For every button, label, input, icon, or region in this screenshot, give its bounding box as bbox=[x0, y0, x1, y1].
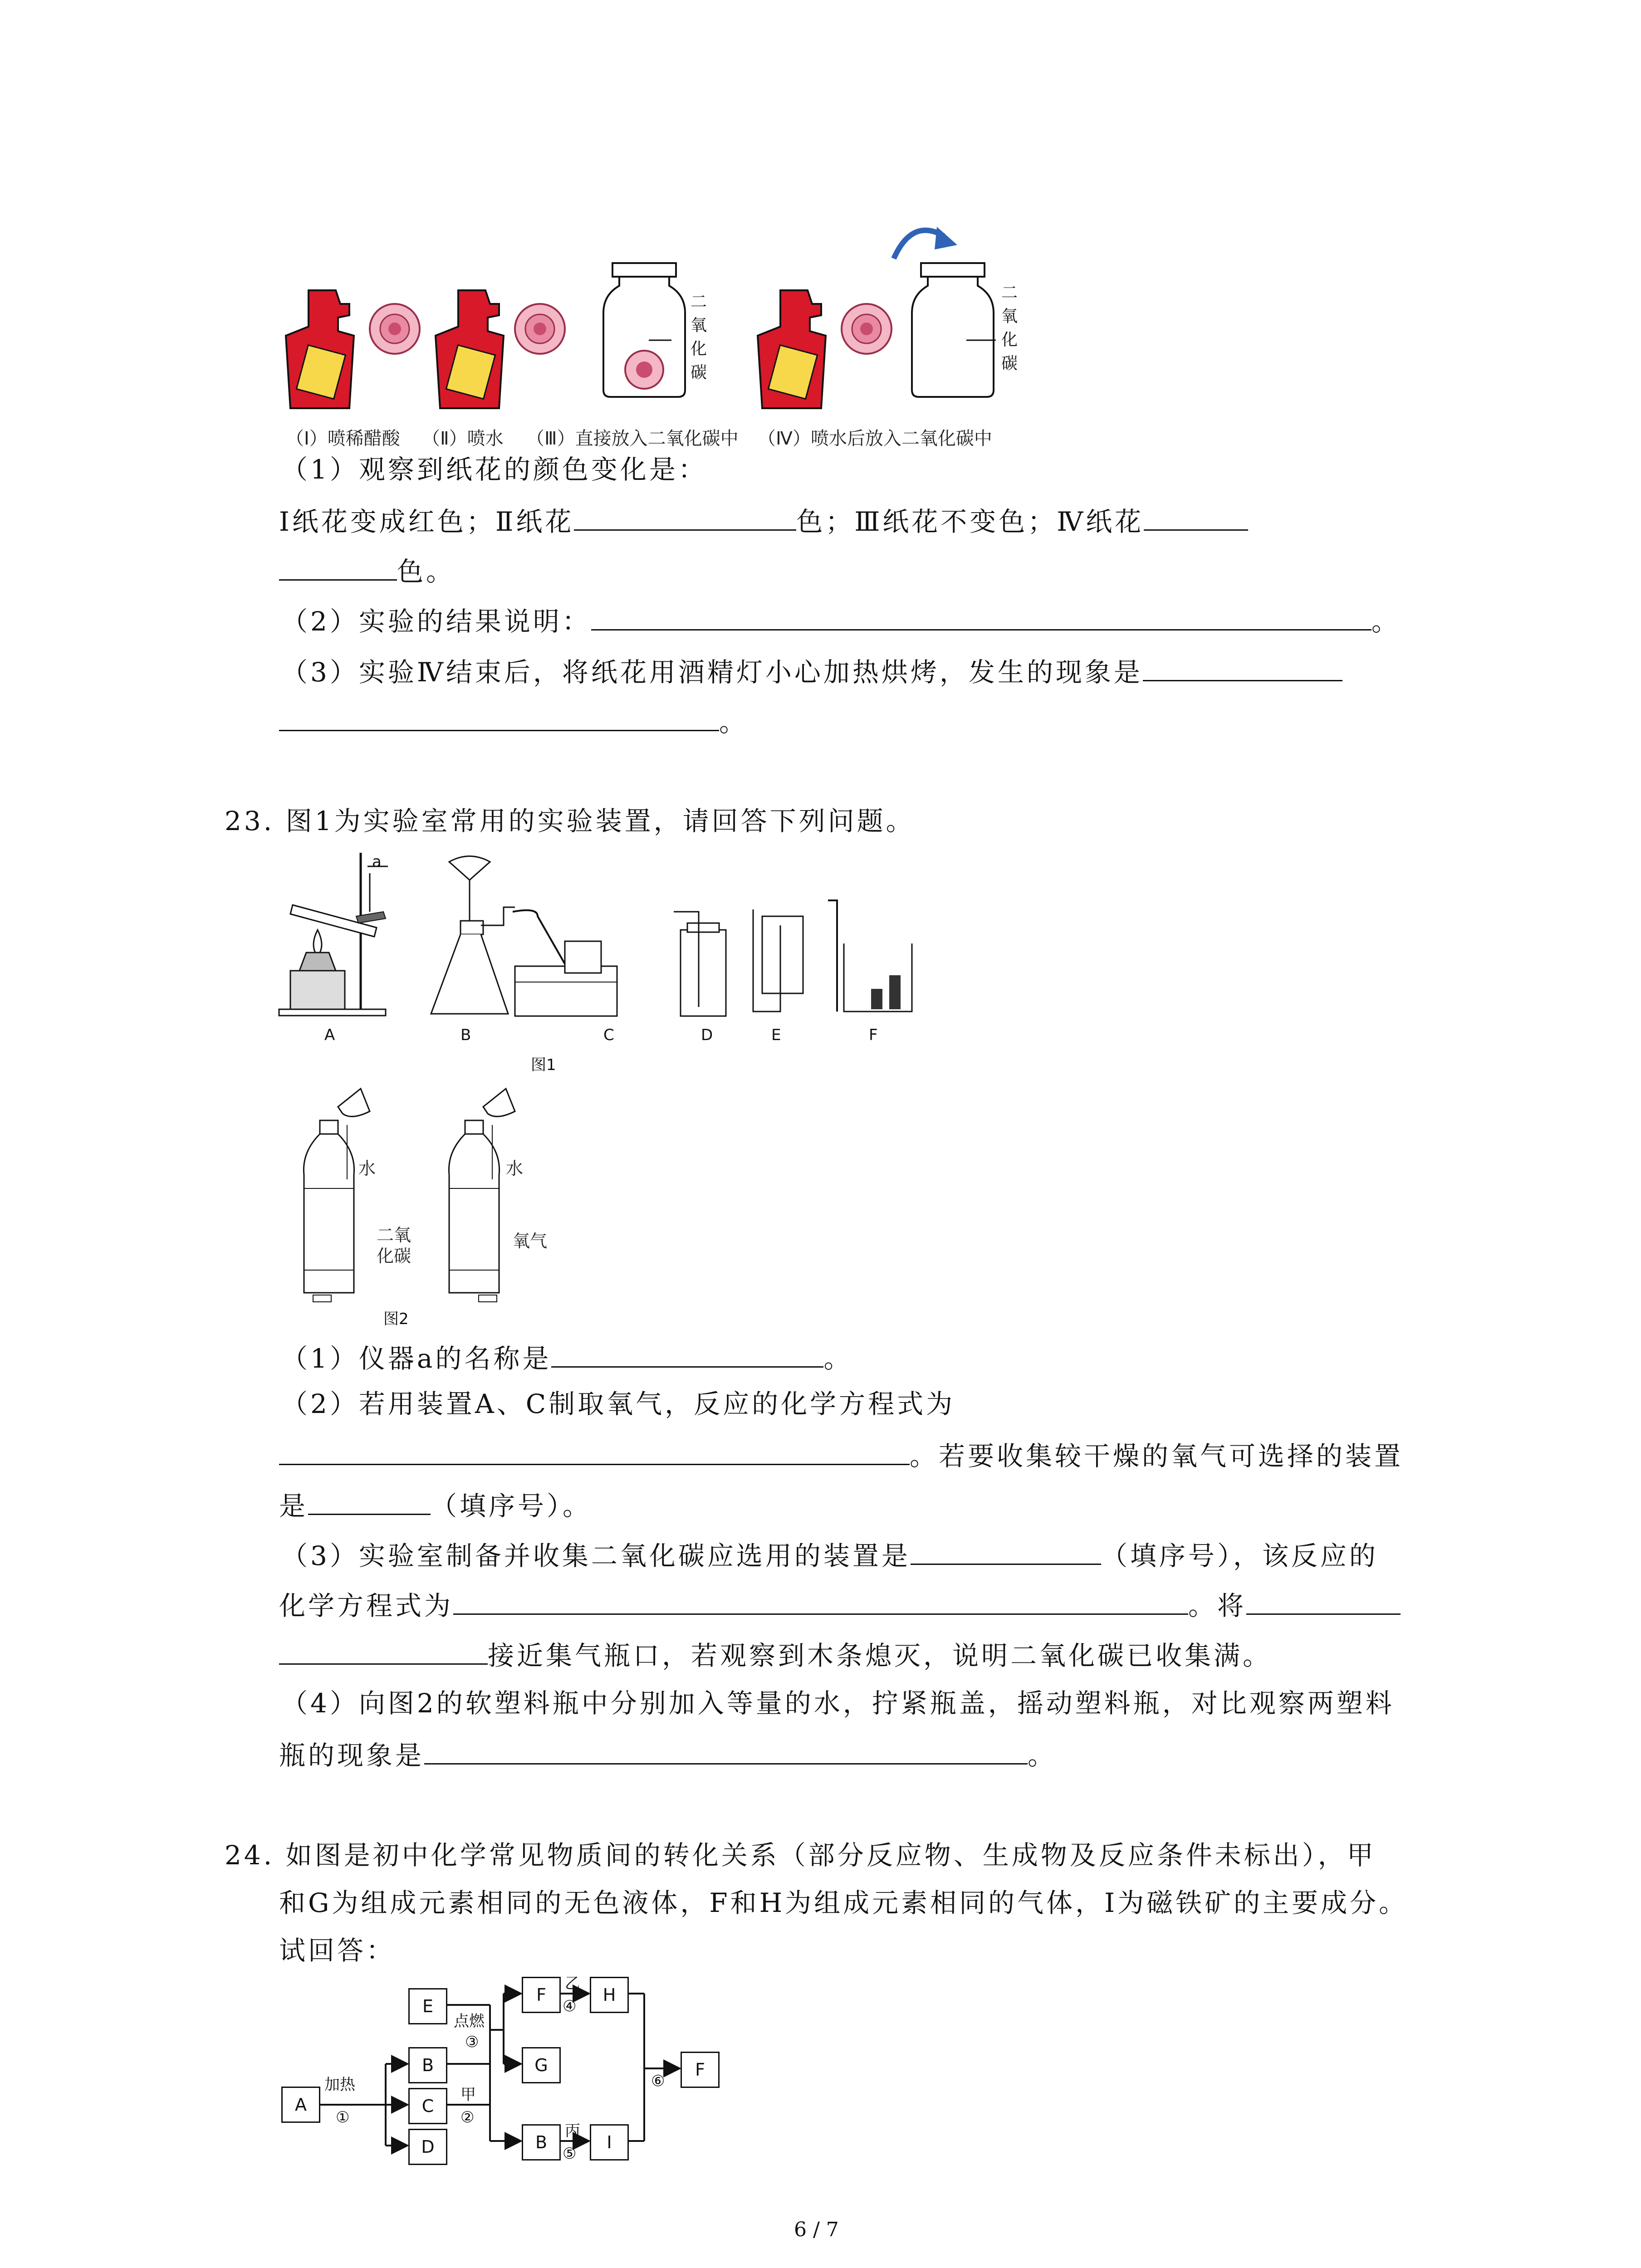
q23-p2b: 。若要收集较干燥的氧气可选择的装置 bbox=[910, 1441, 1404, 1471]
q23-p3b-2: 。将 bbox=[1188, 1590, 1247, 1621]
q23-p3b-1: 化学方程式为 bbox=[279, 1590, 454, 1621]
node-b2: B bbox=[522, 2124, 561, 2160]
q22-s2-end: 。 bbox=[1371, 606, 1401, 637]
q22-sub1: （1）观察到纸花的颜色变化是： bbox=[281, 454, 707, 485]
fig1-label-a: a bbox=[372, 853, 382, 871]
fig1-caption: 图1 bbox=[531, 1056, 556, 1074]
q24-number: 24. bbox=[225, 1840, 275, 1871]
q23-stem-text: 图1为实验室常用的实验装置，请回答下列问题。 bbox=[285, 806, 915, 836]
label-n6: ⑥ bbox=[651, 2072, 665, 2090]
q23-p3-1: （3）实验室制备并收集二氧化碳应选用的装置是 bbox=[281, 1540, 911, 1571]
label-n4: ④ bbox=[563, 1997, 577, 2015]
caption-1: （Ⅰ）喷稀醋酸 bbox=[286, 428, 400, 449]
label-jia: 甲 bbox=[460, 2086, 476, 2104]
fig1-letter-c: C bbox=[603, 1026, 614, 1044]
q22-s1b: 色。 bbox=[397, 556, 456, 587]
q24-l1: 如图是初中化学常见物质间的转化关系（部分反应物、生成物及反应条件未标出），甲 bbox=[285, 1840, 1376, 1871]
fig2-water-1: 水 bbox=[358, 1158, 376, 1178]
fig1-letter-d: D bbox=[701, 1026, 713, 1044]
label-n2: ② bbox=[460, 2108, 475, 2126]
fig1-letter-f: F bbox=[869, 1026, 878, 1044]
jar-label-1: 二 氧 化 碳 bbox=[690, 293, 707, 382]
fig2-gas-1: 二氧化碳 bbox=[377, 1225, 411, 1266]
caption-4: （Ⅳ）喷水后放入二氧化碳中 bbox=[758, 428, 992, 449]
label-yi: 乙 bbox=[565, 1975, 580, 1993]
node-a: A bbox=[281, 2087, 320, 2123]
q23-p4b: 瓶的现象是 bbox=[279, 1740, 425, 1771]
q23-p1-text: （1）仪器a的名称是 bbox=[281, 1343, 552, 1374]
fig2-water-2: 水 bbox=[506, 1158, 524, 1178]
q23-p2: （2）若用装置A、C制取氧气，反应的化学方程式为 bbox=[281, 1388, 955, 1419]
fig2-gas-2: 氧气 bbox=[513, 1231, 548, 1251]
q22-s1a-2: 色；Ⅲ纸花不变色；Ⅳ纸花 bbox=[796, 506, 1144, 537]
fig1-letter-b: B bbox=[460, 1026, 471, 1044]
q23-p4-end: 。 bbox=[1028, 1740, 1057, 1771]
label-n1: ① bbox=[336, 2108, 350, 2126]
q23-p2c-1: 是 bbox=[279, 1491, 309, 1521]
q23-p3-2: （填序号），该反应的 bbox=[1101, 1540, 1378, 1571]
q23-p1-end: 。 bbox=[823, 1343, 853, 1374]
caption-3: （Ⅲ）直接放入二氧化碳中 bbox=[526, 428, 739, 449]
node-b: B bbox=[408, 2047, 447, 2083]
node-i: I bbox=[590, 2124, 629, 2160]
node-f: F bbox=[522, 1977, 561, 2013]
node-d: D bbox=[408, 2129, 447, 2165]
q22-s3-end: 。 bbox=[719, 707, 749, 738]
q22-s1a-1: I纸花变成红色；Ⅱ纸花 bbox=[279, 506, 574, 537]
q23-number: 23. bbox=[225, 806, 275, 836]
fig1-letter-a: A bbox=[324, 1026, 335, 1044]
fig2-caption: 图2 bbox=[383, 1310, 409, 1328]
node-g: G bbox=[522, 2047, 561, 2083]
jar-label-2: 二 氧 化 碳 bbox=[1001, 284, 1018, 373]
label-n3: ③ bbox=[465, 2033, 479, 2051]
label-bing: 丙 bbox=[565, 2122, 580, 2140]
node-f2: F bbox=[681, 2052, 720, 2088]
node-h: H bbox=[590, 1977, 629, 2013]
page-number: 6 / 7 bbox=[794, 2218, 839, 2241]
q24-line-3: 试回答： bbox=[279, 1935, 396, 1966]
caption-2: （Ⅱ）喷水 bbox=[422, 428, 504, 449]
label-heat: 加热 bbox=[324, 2076, 355, 2094]
q22-s2: （2）实验的结果说明： bbox=[281, 606, 591, 637]
q23-p2c-2: （填序号）。 bbox=[431, 1491, 592, 1521]
node-c: C bbox=[408, 2088, 447, 2124]
label-n5: ⑤ bbox=[563, 2145, 577, 2163]
q23-p3c: 接近集气瓶口，若观察到木条熄灭，说明二氧化碳已收集满。 bbox=[488, 1640, 1272, 1671]
q23-p4: （4）向图2的软塑料瓶中分别加入等量的水，拧紧瓶盖，摇动塑料瓶，对比观察两塑料 bbox=[281, 1688, 1395, 1719]
fig1-letter-e: E bbox=[771, 1026, 781, 1044]
label-ignite: 点燃 bbox=[454, 2012, 485, 2030]
node-e: E bbox=[408, 1988, 447, 2024]
q22-s3: （3）实验Ⅳ结束后，将纸花用酒精灯小心加热烘烤，发生的现象是 bbox=[281, 657, 1143, 688]
q24-line-2: 和G为组成元素相同的无色液体，F和H为组成元素相同的气体，I为磁铁矿的主要成分。 bbox=[279, 1887, 1408, 1918]
